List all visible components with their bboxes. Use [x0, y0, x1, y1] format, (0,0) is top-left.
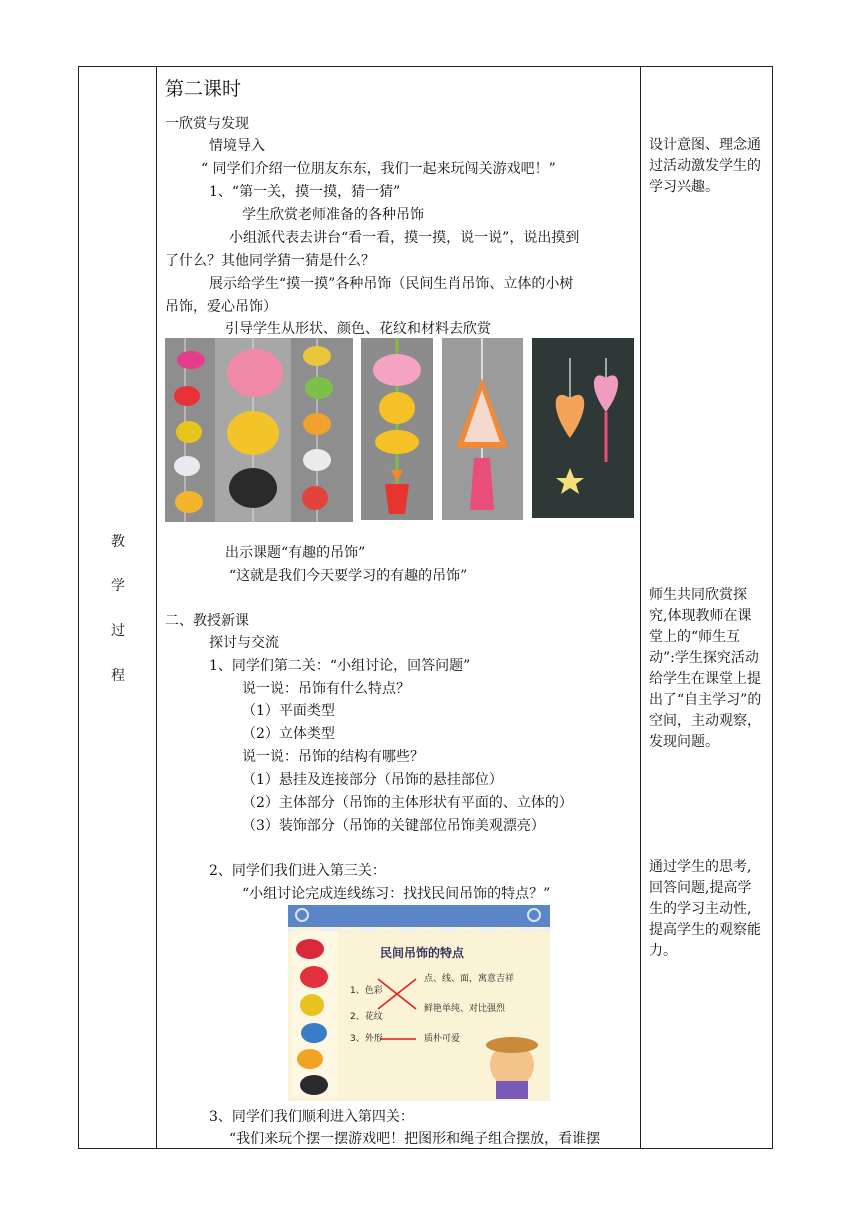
side-note-2: 师生共同欣赏探究,体现教师在课堂上的“师生互动”:学生探究活动给学生在课堂上提出了“自主学习”的空间，主动观察，发现问题。 [649, 587, 762, 750]
section1-heading: 一欣赏与发现 [165, 116, 249, 132]
column-divider-2 [640, 67, 641, 1148]
lesson-title: 第二课时 [165, 78, 242, 100]
slide-title: 民间吊饰的特点 [380, 946, 465, 960]
text-line: 展示给学生“摸一摸”各种吊饰（民间生肖吊饰、立体的小树 [209, 276, 574, 292]
text-line: “我们来玩个摆一摆游戏吧！把图形和绳子组合摆放，看谁摆 [229, 1131, 601, 1147]
text-line: 2、同学们我们进入第三关： [209, 863, 386, 879]
heart-ornaments-photo [532, 338, 634, 518]
label-char-2: 学 [111, 578, 125, 594]
slide-right-item: 点、线、面，寓意吉祥 [424, 974, 515, 984]
text-line: 吊饰，爱心吊饰） [165, 299, 277, 315]
text-line: 说一说：吊饰的结构有哪些？ [242, 749, 424, 765]
slide-left-item: 1、色彩 [350, 986, 383, 996]
text-line: （2）主体部分（吊饰的主体形状有平面的、立体的） [242, 795, 573, 811]
label-char-3: 过 [111, 623, 125, 639]
folk-ornament-slide [288, 905, 550, 1101]
text-line: 出示课题“有趣的吊饰” [225, 545, 366, 561]
label-char-1: 教 [111, 534, 125, 550]
tree-hanging-photo [442, 338, 523, 520]
text-line: 说一说：吊饰有什么特点？ [242, 681, 410, 697]
text-line: “ 同学们介绍一位朋友东东，我们一起来玩闯关游戏吧！” [201, 161, 556, 177]
text-line: 情境导入 [209, 138, 265, 154]
flat-hanging-photo [361, 338, 433, 520]
side-note-1: 设计意图、理念通过活动激发学生的学习兴趣。 [649, 137, 761, 195]
lesson-plan-table [78, 66, 773, 1149]
slide-right-item: 质朴可爱 [424, 1034, 461, 1044]
text-line: （1）平面类型 [242, 703, 335, 719]
text-line: （1）悬挂及连接部分（吊饰的悬挂部位） [242, 772, 503, 788]
slide-left-item: 3、外形 [350, 1034, 383, 1044]
process-label-column [79, 67, 157, 1148]
text-line: “这就是我们今天要学习的有趣的吊饰” [229, 568, 468, 584]
text-line: 1、同学们第二关：“小组讨论，回答问题” [209, 658, 471, 674]
label-char-4: 程 [111, 668, 125, 684]
side-note-3: 通过学生的思考,回答问题,提高学生的学习主动性,提高学生的观察能力。 [649, 859, 761, 959]
text-line: 学生欣赏老师准备的各种吊饰 [242, 207, 424, 223]
zodiac-ornaments-photo [165, 338, 353, 522]
text-line: 引导学生从形状、颜色、花纹和材料去欣赏 [225, 321, 491, 337]
text-line: 小组派代表去讲台“看一看，摸一摸，说一说”，说出摸到 [229, 230, 580, 246]
slide-left-item: 2、花纹 [350, 1012, 383, 1022]
text-line: “小组讨论完成连线练习：找找民间吊饰的特点？” [242, 886, 551, 902]
text-line: 探讨与交流 [209, 635, 279, 651]
section2-heading: 二、教授新课 [165, 613, 249, 629]
text-line: 了什么？其他同学猜一猜是什么？ [165, 253, 375, 269]
text-line: （2）立体类型 [242, 726, 335, 742]
text-line: 3、同学们我们顺利进入第四关： [209, 1109, 414, 1125]
slide-right-item: 鲜艳单纯、对比强烈 [424, 1004, 506, 1014]
text-line: 1、“第一关，摸一摸，猜一猜” [209, 184, 401, 200]
text-line: （3）装饰部分（吊饰的关键部位吊饰美观漂亮） [242, 818, 545, 834]
